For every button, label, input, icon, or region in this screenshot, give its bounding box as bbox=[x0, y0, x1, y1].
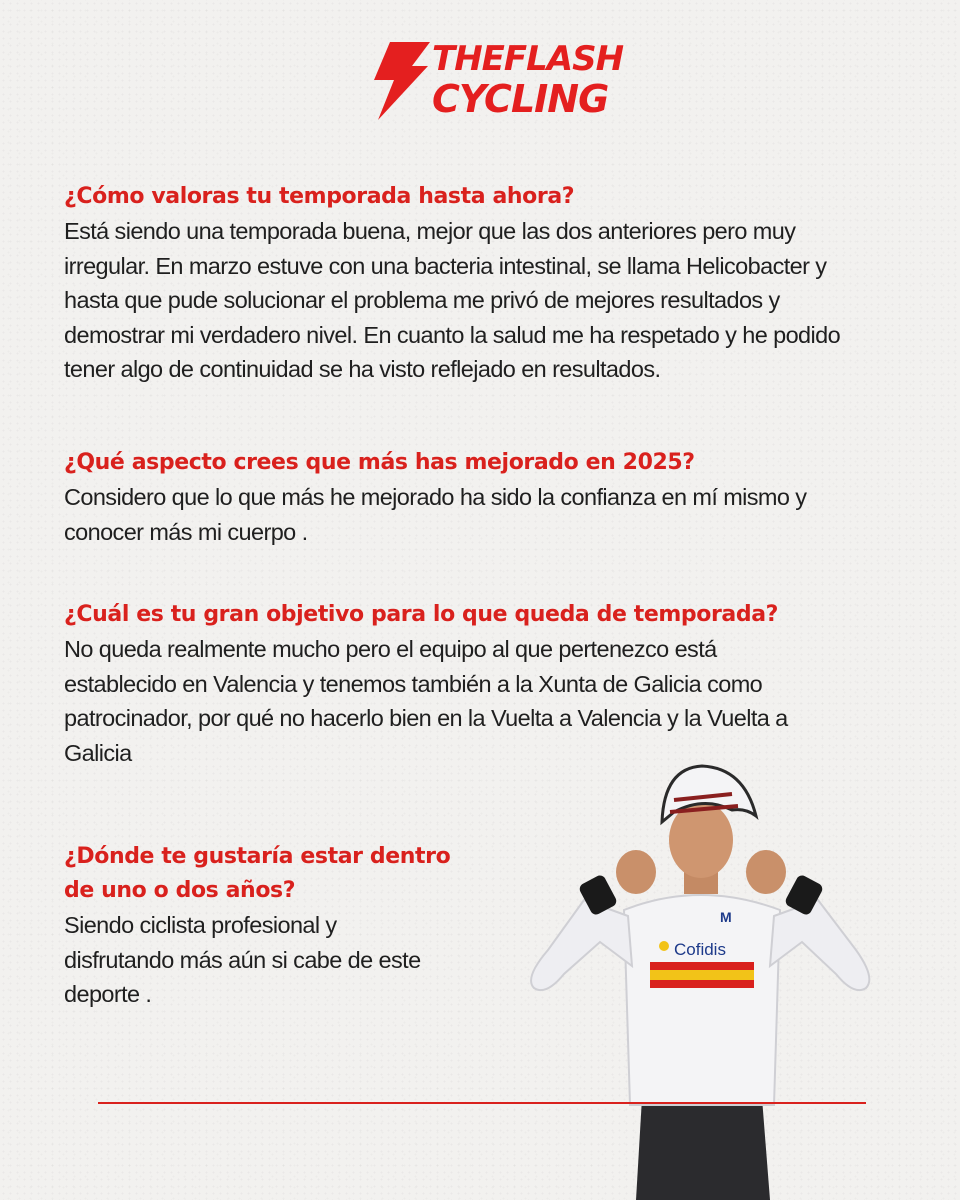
question-line: ¿Dónde te gustaría estar dentro bbox=[64, 844, 451, 869]
svg-text:M: M bbox=[720, 909, 732, 925]
answer-line: hasta que pude solucionar el problema me privó de mejores resultados y bbox=[64, 287, 780, 314]
answer-line: irregular. En marzo estuve con una bacteria intestinal, se llama Helicobacter y bbox=[64, 252, 827, 279]
answer-line: conocer más mi cuerpo . bbox=[64, 518, 308, 545]
answer-line: No queda realmente mucho pero el equipo al que pertenezco está bbox=[64, 636, 717, 662]
answer-line: deporte . bbox=[64, 981, 152, 1008]
lightning-bolt-icon bbox=[372, 40, 434, 122]
answer-line: Considero que lo que más he mejorado ha sido la confianza en mí mismo y bbox=[64, 484, 807, 510]
answer-3 bbox=[64, 632, 944, 770]
qa-block-4 bbox=[64, 840, 504, 1012]
answer-line: tener algo de continuidad se ha visto reflejado en resultados. bbox=[64, 356, 661, 383]
logo-line-2: CYCLING bbox=[432, 77, 609, 121]
logo-line-1: THEFLASH bbox=[432, 39, 624, 79]
answer-4 bbox=[64, 908, 504, 1012]
answer-line: demostrar mi verdadero nivel. En cuanto la salud me ha respetado y he podido bbox=[64, 321, 841, 348]
question-line: de uno o dos años? bbox=[64, 878, 296, 903]
answer-line: patrocinador, por qué no hacerlo bien en la Vuelta a Valencia y la Vuelta a bbox=[64, 705, 788, 732]
answer-line: establecido en Valencia y tenemos también a la Xunta de Galicia como bbox=[64, 670, 763, 697]
answer-line: Está siendo una temporada buena, mejor que las dos anteriores pero muy bbox=[64, 218, 796, 244]
cyclist-photo bbox=[524, 760, 876, 1200]
brand-logo bbox=[372, 39, 624, 124]
qa-block-1 bbox=[64, 180, 944, 387]
answer-line: Galicia bbox=[64, 739, 132, 766]
question-1: ¿Cómo valoras tu temporada hasta ahora? bbox=[64, 184, 575, 209]
qa-block-2 bbox=[64, 446, 944, 549]
jersey-sponsor-text: Cofidis bbox=[674, 940, 726, 959]
question-2: ¿Qué aspecto crees que más has mejorado en 2025? bbox=[64, 450, 695, 475]
answer-2 bbox=[64, 480, 944, 549]
bottom-divider bbox=[98, 1102, 866, 1104]
question-3: ¿Cuál es tu gran objetivo para lo que queda de temporada? bbox=[64, 602, 779, 627]
question-4 bbox=[64, 840, 504, 908]
answer-line: disfrutando más aún si cabe de este bbox=[64, 946, 421, 973]
answer-1 bbox=[64, 214, 944, 387]
answer-line: Siendo ciclista profesional y bbox=[64, 912, 337, 938]
qa-block-3 bbox=[64, 598, 944, 770]
